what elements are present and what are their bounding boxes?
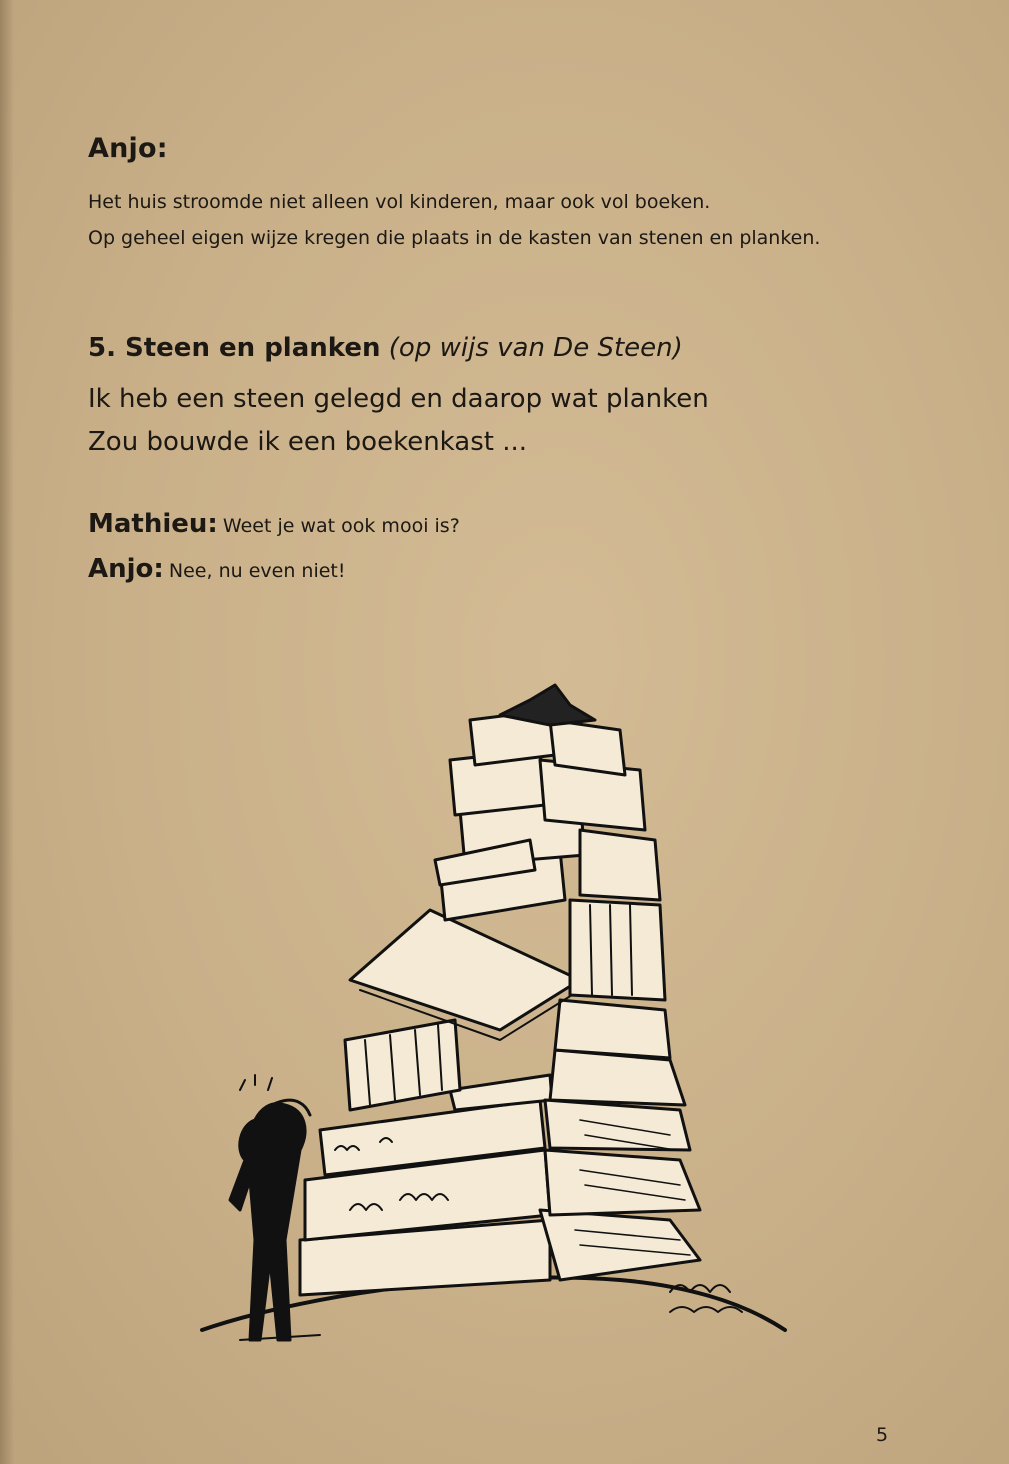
dialog-speaker: Anjo (88, 554, 154, 584)
page-edge-shadow (0, 0, 14, 1464)
dialog-speaker: Mathieu (88, 509, 208, 539)
intro-line-2: Op geheel eigen wijze kregen die plaats in de kasten van stenen en planken. (88, 227, 821, 249)
song-lyrics (88, 378, 709, 464)
dialog-text: Weet je wat ook mooi is? (222, 515, 460, 537)
dialog-line-mathieu: Mathieu: Weet je wat ook mooi is? (88, 509, 460, 539)
dialog-text: Nee, nu even niet! (168, 560, 346, 582)
dialog-line-anjo: Anjo: Nee, nu even niet! (88, 554, 346, 584)
intro-speaker-heading: Anjo: (88, 133, 168, 164)
lyric-line-1: Ik heb een steen gelegd en daarop wat planken (88, 384, 709, 414)
song-title-subtitle: (op wijs van De Steen) (388, 333, 683, 363)
song-title-main: 5. Steen en planken (88, 333, 381, 363)
intro-line-1: Het huis stroomde niet alleen vol kinderen, maar ook vol boeken. (88, 191, 711, 213)
lyric-line-2: Zou bouwde ik een boekenkast ... (88, 427, 528, 457)
song-title (88, 333, 683, 363)
page-number: 5 (876, 1424, 889, 1446)
person-figure-icon (230, 1075, 310, 1340)
book-tower-illustration (200, 680, 800, 1360)
